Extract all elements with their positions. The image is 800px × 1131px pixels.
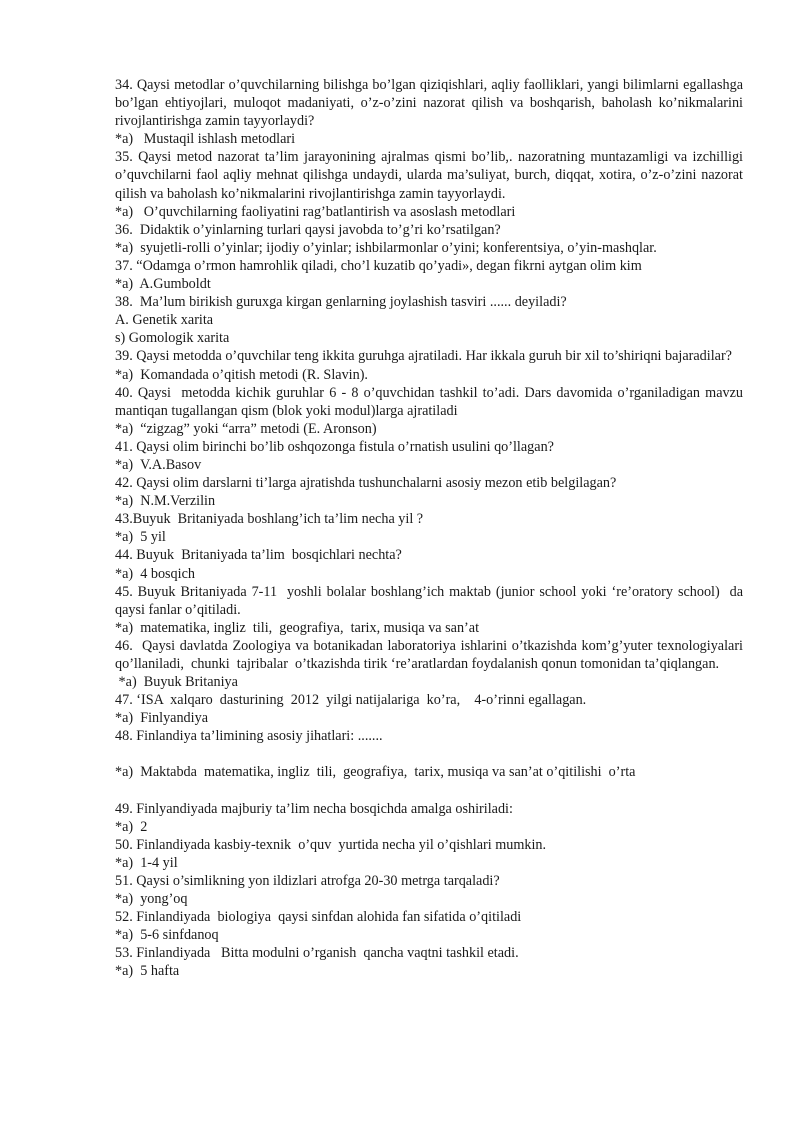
document-line: 51. Qaysi o’simlikning yon ildizlari atrofga 20-30 metrga tarqaladi? bbox=[115, 872, 500, 889]
document-line: *a) syujetli-rolli o’yinlar; ijodiy o’yinlar; ishbilarmonlar o’yini; konferentsiya, o’yin-mashqlar. bbox=[115, 239, 657, 256]
document-line: 39. Qaysi metodda o’quvchilar teng ikkita guruhga ajratiladi. Har ikkala guruh bir xil to’shiriqni bajaradilar? bbox=[115, 348, 732, 365]
document-line: *a) V.A.Basov bbox=[115, 456, 202, 473]
document-line: *a) matematika, ingliz tili, geografiya, tarix, musiqa va san’at bbox=[115, 619, 480, 636]
document-line: *a) yong’oq bbox=[115, 891, 188, 908]
document-line: 53. Finlandiyada Bitta modulni o’rganish qancha vaqtni tashkil etadi. bbox=[115, 945, 519, 962]
document-line: 43.Buyuk Britaniyada boshlang’ich ta’lim necha yil ? bbox=[115, 511, 424, 528]
document-line: 47. ‘ISA xalqaro dasturining 2012 yilgi natijalariga ko’ra, 4-o’rinni egallagan. bbox=[115, 692, 587, 709]
blank-line bbox=[115, 745, 743, 763]
document-line: 40. Qaysi metodda kichik guruhlar 6 - 8 o’quvchidan tashkil to’adi. Dars davomida o’rganiladigan mavzu mantiqan tugallangan qism (blok yoki modul)larga ajratiladi bbox=[115, 384, 747, 419]
document-line: *a) 5 hafta bbox=[115, 963, 180, 980]
document-line: *a) 5 yil bbox=[115, 529, 166, 546]
document-line: 41. Qaysi olim birinchi bo’lib oshqozonga fistula o’rnatish usulini qo’llagan? bbox=[115, 438, 554, 455]
document-line: 48. Finlandiya ta’limining asosiy jihatlari: ....... bbox=[115, 728, 383, 745]
document-line: 37. “Odamga o’rmon hamrohlik qiladi, cho’l kuzatib qo’yadi», degan fikrni aytgan olim kim bbox=[115, 257, 642, 274]
document-line: 38. Ma’lum birikish guruxga kirgan genlarning joylashish tasviri ...... deyiladi? bbox=[115, 294, 567, 311]
document-line: *a) Buyuk Britaniya bbox=[115, 674, 238, 691]
document-line: *a) “zigzag” yoki “arra” metodi (E. Aronson) bbox=[115, 420, 377, 437]
document-line: A. Genetik xarita bbox=[115, 312, 214, 329]
document-line: *a) Finlyandiya bbox=[115, 710, 208, 727]
document-line: *a) N.M.Verzilin bbox=[115, 493, 216, 510]
document-line: *a) 2 bbox=[115, 818, 148, 835]
document-line: *a) Maktabda matematika, ingliz tili, geografiya, tarix, musiqa va san’at o’qitilishi o’rta bbox=[115, 764, 636, 781]
document-page bbox=[115, 76, 751, 981]
document-line: *a) 1-4 yil bbox=[115, 854, 178, 871]
document-line: 44. Buyuk Britaniyada ta’lim bosqichlari nechta? bbox=[115, 547, 402, 564]
document-line: 50. Finlandiyada kasbiy-texnik o’quv yurtida necha yil o’qishlari mumkin. bbox=[115, 836, 547, 853]
document-line: 35. Qaysi metod nazorat ta’lim jarayonining ajralmas qismi bo’lib,. nazoratning muntazamligi va izchilligi o’quvchilarni faol aqliy mehnat qilishga undaydi, ularda ma’suliyat, burch, diqqat, xotira, o’z-o’zini nazorat qilish va baholash ko’nikmalarini rivojlantirishga zamin tayyorlaydi. bbox=[115, 149, 747, 202]
blank-line bbox=[115, 782, 743, 800]
document-line: *a) 4 bosqich bbox=[115, 565, 195, 582]
document-line: 46. Qaysi davlatda Zoologiya va botanikadan laboratoriya ishlarini o’tkazishda kom’g’yuter texnologiyalari qo’llaniladi, chunki tajribalar o’tkazishda tirik ‘re’aratlardan foydalanish qonun tomonidan ta’qiqlangan. bbox=[115, 637, 751, 672]
document-line: 45. Buyuk Britaniyada 7-11 yoshli bolalar boshlang’ich maktab (junior school yoki ‘re’oratory school) da qaysi fanlar o’qitiladi. bbox=[115, 583, 747, 618]
document-line: *a) Mustaqil ishlash metodlari bbox=[115, 131, 296, 148]
document-line: *a) 5-6 sinfdanoq bbox=[115, 927, 219, 944]
document-line: 42. Qaysi olim darslarni ti’larga ajratishda tushunchalarni asosiy mezon etib belgilagan? bbox=[115, 475, 617, 492]
document-line: *a) A.Gumboldt bbox=[115, 276, 211, 293]
document-line: *a) O’quvchilarning faoliyatini rag’batlantirish va asoslash metodlari bbox=[115, 203, 516, 220]
document-line: 49. Finlyandiyada majburiy ta’lim necha bosqichda amalga oshiriladi: bbox=[115, 800, 513, 817]
document-line: 34. Qaysi metodlar o’quvchilarning bilishga bo’lgan qiziqishlari, aqliy faolliklari, yangi bilimlarni egallashga bo’lgan ehtiyojlari, muloqot madaniyati, o’z-o’zini nazorat qilish va boshqarish, baholash ko’nikmalarini rivojlantirishga zamin tayyorlaydi? bbox=[115, 77, 747, 130]
document-line: *a) Komandada o’qitish metodi (R. Slavin). bbox=[115, 366, 368, 383]
document-line: 36. Didaktik o’yinlarning turlari qaysi javobda to’g’ri ko’rsatilgan? bbox=[115, 221, 501, 238]
document-line: s) Gomologik xarita bbox=[115, 330, 230, 347]
document-line: 52. Finlandiyada biologiya qaysi sinfdan alohida fan sifatida o’qitiladi bbox=[115, 909, 522, 926]
